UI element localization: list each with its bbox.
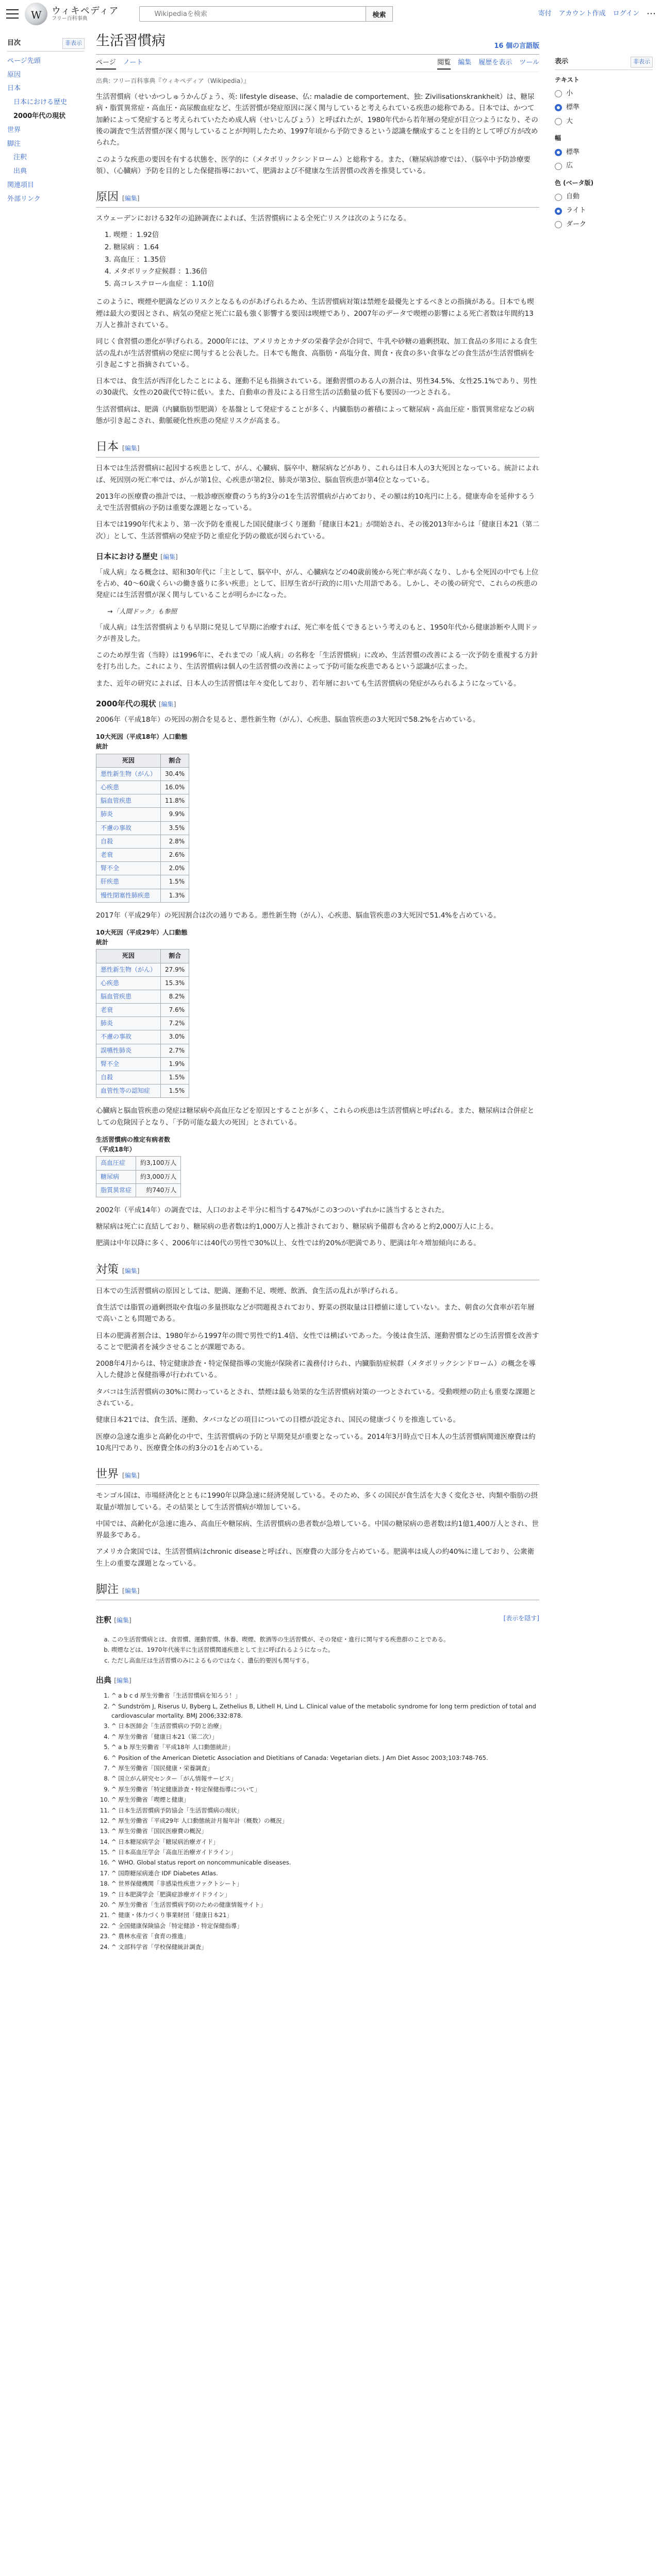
edit-link[interactable]: 編集 [161, 701, 174, 708]
causes-lead: スウェーデンにおける32年の追跡調査によれば、生活習慣病による全死亡リスクは次のようになる。 [96, 214, 411, 223]
edit-link[interactable]: 編集 [124, 1267, 137, 1275]
cause-cell[interactable]: 脂質異常症 [96, 1183, 136, 1197]
note-item: b. 喫煙などは、1970年代後半に生活習慣関連疾患として主に呼ばれるようになった。 [111, 1645, 539, 1655]
toc-item[interactable]: 出典 [13, 167, 27, 176]
table-row [96, 976, 189, 990]
reference-item: 12. ^ 厚生労働省「平成29年 人口動態統計月報年計（概数）の概況」 [111, 1816, 539, 1826]
cause-cell[interactable]: 心疾患 [96, 976, 161, 990]
logo-wordmark[interactable] [52, 6, 119, 22]
radio-label: ライト [566, 207, 586, 215]
text-size-label: テキスト [555, 76, 580, 83]
japan-paragraph: 2013年の医療費の推計では、一般診療医療費のうち約3分の1を生活習慣病が占めており、その額は約10兆円に上る。健康寿命を延伸するうえで生活習慣病の予防は重要な課題となっている。 [96, 492, 535, 513]
appearance-title: 表示 [555, 58, 569, 65]
cause-cell[interactable]: 腎不全 [96, 1057, 161, 1071]
cause-cell[interactable]: 血管性等の認知症 [96, 1084, 161, 1098]
tab-0[interactable]: ページ [96, 58, 116, 70]
value-cell: 15.3% [161, 976, 189, 990]
section-heading-causes: 原因 [編集] [96, 188, 539, 208]
table-header: 死因 [96, 754, 161, 767]
toc-item[interactable]: 世界 [7, 126, 21, 134]
cause-cell[interactable]: 肝疾患 [96, 875, 161, 889]
value-cell: 16.0% [161, 781, 189, 794]
value-cell: 1.5% [161, 875, 189, 889]
cause-cell[interactable]: 自殺 [96, 1071, 161, 1084]
table-row [96, 875, 189, 889]
radio-option[interactable] [555, 204, 653, 218]
toggle-hide-link[interactable]: [表示を隠す] [503, 1615, 539, 1622]
value-cell: 9.9% [161, 808, 189, 821]
table-row [96, 1157, 181, 1170]
current-paragraph: 肥満は中年以降に多く、2006年には40代の男性で30%以上、女性では約20%が肥満であり、肥満は年々増加傾向にある。 [96, 1239, 481, 1248]
table-row [96, 794, 189, 808]
table-row [96, 990, 189, 1003]
radio-label: 自動 [566, 193, 580, 201]
user-link[interactable]: アカウント作成 [558, 9, 606, 18]
reference-item: 15. ^ 日本高血圧学会「高血圧治療ガイドライン」 [111, 1847, 539, 1857]
table-row [96, 767, 189, 781]
edit-link[interactable]: 編集 [124, 445, 137, 452]
measures-paragraph: 医療の急速な進歩と高齢化の中で、生活習慣病の予防と早期発見が重要となっている。2014年3月時点で日本人の生活習慣病関連医療費は約10兆円であり、医療費全体の約3分の1を占めている。 [96, 1432, 536, 1452]
note-item: a. この生活習慣病とは、食習慣、運動習慣、休養、喫煙、飲酒等の生活習慣が、その発症・進行に関与する疾患群のことである。 [111, 1634, 539, 1645]
action-tab-3[interactable]: ツール [519, 59, 539, 67]
cause-item: 2. 糖尿病 ：1.64 [113, 242, 539, 254]
reference-item: 1. ^ a b c d 厚生労働省「生活習慣病を知ろう！」 [111, 1690, 539, 1701]
reference-item: 18. ^ 世界保健機関「非感染性疾患ファクトシート」 [111, 1878, 539, 1889]
radio-option[interactable] [555, 115, 653, 129]
table-caption: 10大死因（平成18年）人口動態統計 [96, 733, 188, 751]
toc-item[interactable]: 日本における歴史 [13, 98, 68, 107]
value-cell: 27.9% [161, 963, 189, 976]
history-paragraph: 「成人病」なる概念は、昭和30年代に「主として、脳卒中、がん、心臓病などの40歳前後から死亡率が高くなり、しかも全死因の中でも上位を占め、40～60歳くらいの働き盛りに多い疾患」として、旧厚生省が行政的に用いた用語である。しかし、その後の研究で、これらの疾患の発症には生活習慣が深く関与していることが明らかになった。 [96, 568, 539, 600]
history-paragraph: また、近年の研究によれば、日本人の生活習慣は年々変化しており、若年層においても生活習慣病の発症がみられるようになっている。 [96, 679, 521, 688]
value-cell: 約740万人 [136, 1183, 181, 1197]
reference-item: 9. ^ 厚生労働省「特定健康診査・特定保健指導について」 [111, 1784, 539, 1794]
table-header: 割合 [161, 950, 189, 963]
toc-item[interactable]: 原因 [7, 71, 21, 79]
section-heading-world: 世界 [編集] [96, 1465, 539, 1485]
table-row [96, 835, 189, 848]
cause-cell[interactable]: 不慮の事故 [96, 1030, 161, 1044]
toc-title: 目次 [7, 39, 21, 47]
measures-paragraph: 日本での生活習慣病の原因としては、肥満、運動不足、喫煙、飲酒、食生活の乱れが挙げられる。 [96, 1286, 402, 1295]
reference-item: 11. ^ 日本生活習慣病予防協会「生活習慣病の現状」 [111, 1805, 539, 1816]
cause-cell[interactable]: 不慮の事故 [96, 821, 161, 835]
hatnote[interactable]: →「人間ドック」も参照 [107, 607, 177, 615]
table-row [96, 1183, 181, 1197]
radio-button[interactable] [555, 118, 562, 125]
user-links [538, 7, 656, 22]
section-heading-annotations: 注釈 [編集] [96, 1615, 131, 1625]
radio-button[interactable] [555, 194, 562, 201]
appearance-panel [555, 57, 653, 232]
current-mid: 2017年（平成29年）の死因割合は次の通りである。悪性新生物（がん）、心疾患、脳血管疾患の3大死因で51.4%を占めている。 [96, 911, 501, 920]
value-cell: 約3,000万人 [136, 1170, 181, 1183]
value-cell: 2.0% [161, 862, 189, 875]
cause-cell[interactable]: 誤嚥性肺炎 [96, 1044, 161, 1057]
table-row [96, 1030, 189, 1044]
cause-item: 3. 高血圧 ：1.35倍 [113, 254, 539, 266]
site-header [0, 0, 662, 28]
section-heading-history: 日本における歴史 [編集] [96, 551, 178, 561]
reference-item: 6. ^ Position of the American Dietetic Association and Dietitians of Canada: Vegetarian diets. J Am Diet Assoc 2003;103:748-765. [111, 1753, 539, 1763]
cause-cell[interactable]: 悪性新生物（がん） [96, 767, 161, 781]
edit-link[interactable]: 編集 [124, 1472, 137, 1480]
value-cell: 2.7% [161, 1044, 189, 1057]
cause-cell[interactable]: 悪性新生物（がん） [96, 963, 161, 976]
edit-link[interactable]: 編集 [116, 1617, 129, 1624]
toc-item[interactable]: 外部リンク [7, 195, 41, 203]
reference-item: 19. ^ 日本肥満学会「肥満症診療ガイドライン」 [111, 1889, 539, 1900]
toc-item[interactable]: ページ先頭 [7, 57, 41, 65]
patients-table [96, 1133, 181, 1197]
toc-item[interactable]: 2000年代の現状 [13, 112, 66, 120]
value-cell: 11.8% [161, 794, 189, 808]
reference-item: 2. ^ Sundström J, Riserus U, Byberg L, Zethelius B, Lithell H, Lind L. Clinical value of the metabolic syndrome for long term prediction of total and cardiovascular mortality. BMJ 2006;332:878. [111, 1701, 539, 1721]
cause-cell[interactable]: 糖尿病 [96, 1170, 136, 1183]
section-heading-notes: 脚注 [編集] [96, 1581, 539, 1600]
notes-list [111, 1634, 539, 1666]
world-paragraph: 中国では、高齢化が急速に進み、高血圧や糖尿病、生活習慣病の患者数が急増している。中国の糖尿病の患者数は約1億1,400万人とされ、世界最多である。 [96, 1519, 539, 1540]
table-row [96, 1084, 189, 1098]
value-cell: 1.3% [161, 889, 189, 902]
action-tab-2[interactable]: 履歴を表示 [478, 59, 512, 67]
japan-paragraph: 日本では生活習慣病に起因する疾患として、がん、心臓病、脳卒中、糖尿病などがあり、これらは日本人の3大死因となっている。統計によれば、死因別の死亡率では、がんが第1位、心疾患が第2位、肺炎が第3位、脳血管疾患が第4位となっている。 [96, 464, 539, 484]
radio-label: 標準 [566, 148, 580, 156]
user-link[interactable]: ログイン [613, 9, 639, 18]
search-input[interactable] [139, 6, 366, 22]
value-cell: 1.9% [161, 1057, 189, 1071]
value-cell: 2.6% [161, 848, 189, 861]
color-label: 色 (ベータ版) [555, 179, 594, 187]
reference-item: 21. ^ 健康・体力づくり事業財団「健康日本21」 [111, 1910, 539, 1920]
cause-cell[interactable]: 慢性閉塞性肺疾患 [96, 889, 161, 902]
table-row [96, 848, 189, 861]
table-of-contents [7, 38, 85, 207]
edit-link[interactable]: 編集 [124, 195, 137, 202]
radio-option[interactable] [555, 159, 653, 173]
table-row [96, 1071, 189, 1084]
logo-subtitle: フリー百科事典 [52, 16, 88, 22]
note-item: c. ただし高血圧は生活習慣のみによるものではなく、遺伝的要因も関与する。 [111, 1655, 539, 1666]
causes-paragraph: 同じく食習慣の悪化が挙げられる。2000年には、アメリカとカナダの栄養学会が合同で、牛乳や砂糖の過剰摂取、加工食品の多用による食生活の乱れが生活習慣病の発症に関与すると公表した。日本でも飽食、高脂肪・高塩分食、間食・夜食の多い食事などの食生活が生活習慣病を引き起こすと指摘されている。 [96, 337, 537, 369]
causes-paragraph: 日本では、食生活が西洋化したことによる、運動不足も指摘されている。運動習慣のある人の割合は、男性34.5%、女性25.1%であり、男性の30歳代、女性の20歳代で特に低い。また、自動車の普及による日常生活の活動量の低下も要因の一つとされる。 [96, 377, 537, 397]
cause-item: 5. 高コレステロール血症 ：1.10倍 [113, 278, 539, 291]
table-row [96, 963, 189, 976]
cause-cell[interactable]: 腎不全 [96, 862, 161, 875]
radio-button[interactable] [555, 104, 562, 111]
reference-item: 7. ^ 厚生労働省「国民健康・栄養調査」 [111, 1763, 539, 1773]
cause-cell[interactable]: 肺炎 [96, 808, 161, 821]
radio-button[interactable] [555, 221, 562, 228]
radio-option[interactable] [555, 146, 653, 160]
reference-item: 24. ^ 文部科学省「学校保健統計調査」 [111, 1942, 539, 1952]
edit-link[interactable]: 編集 [162, 553, 175, 561]
radio-label: 大 [566, 117, 573, 125]
radio-option[interactable] [555, 87, 653, 101]
value-cell: 2.8% [161, 835, 189, 848]
cause-cell[interactable]: 脳血管疾患 [96, 794, 161, 808]
section-heading-sources: 出典 [編集] [96, 1675, 131, 1685]
radio-label: ダーク [566, 220, 587, 228]
reference-item: 3. ^ 日本医師会「生活習慣病の予防と治療」 [111, 1721, 539, 1731]
radio-button[interactable] [555, 208, 562, 215]
table-row [96, 862, 189, 875]
radio-option[interactable] [555, 190, 653, 204]
measures-paragraph: 食生活では脂質の過剰摂取や食塩の多量摂取などが問題視されており、野菜の摂取量は目標値に達していない。また、朝食の欠食率が若年層で高いことも問題である。 [96, 1303, 535, 1324]
value-cell: 1.5% [161, 1071, 189, 1084]
value-cell: 7.2% [161, 1017, 189, 1030]
table-row [96, 1170, 181, 1183]
table-caption: 10大死因（平成29年）人口動態統計 [96, 928, 188, 946]
reference-item: 20. ^ 厚生労働省「生活習慣病予防のための健康情報サイト」 [111, 1900, 539, 1910]
reference-item: 5. ^ a b 厚生労働省「平成18年 人口動態統計」 [111, 1742, 539, 1752]
cause-cell[interactable]: 脳血管疾患 [96, 990, 161, 1003]
reference-item: 22. ^ 全国健康保険協会「特定健診・特定保健指導」 [111, 1921, 539, 1931]
world-paragraph: アメリカ合衆国では、生活習慣病はchronic diseaseと呼ばれ、医療費の大部分を占めている。肥満率は成人の約40%に達しており、公衆衛生上の重要な課題となっている。 [96, 1548, 535, 1568]
toc-item[interactable]: 日本 [7, 84, 21, 93]
reference-item: 4. ^ 厚生労働省「健康日本21（第二次）」 [111, 1732, 539, 1742]
cause-cell[interactable]: 肺炎 [96, 1017, 161, 1030]
table-row [96, 1017, 189, 1030]
toc-item[interactable]: 関連項目 [7, 181, 35, 189]
radio-button[interactable] [555, 163, 562, 170]
radio-label: 標準 [566, 103, 580, 111]
value-cell: 7.6% [161, 1004, 189, 1017]
current-lead: 2006年（平成18年）の死因の割合を見ると、悪性新生物（がん）、心疾患、脳血管疾患の3大死因で58.2%を占めている。 [96, 716, 480, 724]
width-label: 幅 [555, 134, 561, 142]
page-title: 生活習慣病 [96, 33, 166, 49]
table-header: 死因 [96, 950, 161, 963]
value-cell: 8.2% [161, 990, 189, 1003]
current-paragraph: 糖尿病は死亡に直結しており、糖尿病の患者数は約1,000万人と推計されており、糖尿病予備群も含めると約2,000万人に上る。 [96, 1223, 498, 1231]
radio-option[interactable] [555, 218, 653, 232]
edit-link[interactable]: 編集 [124, 1587, 137, 1595]
table-row [96, 1044, 189, 1057]
toc-hide-button[interactable]: 非表示 [62, 38, 85, 49]
world-paragraph: モンゴル国は、市場経済化とともに1990年以降急速に経済発展している。そのため、多くの国民が食生活を大きく変化させ、肉類や脂肪の摂取量が増加している。その結果として生活習慣病が増加している。 [96, 1492, 538, 1512]
section-heading-japan: 日本 [編集] [96, 438, 539, 457]
table-row [96, 781, 189, 794]
measures-paragraph: 日本の肥満者割合は、1980年から1997年の間で男性で約1.4倍、女性では横ばいであった。今後は食生活、運動習慣などの生活習慣を改善することで肥満者を減少させることが課題である。 [96, 1331, 539, 1351]
death-causes-table-2017 [96, 926, 189, 1098]
tab-1[interactable]: ノート [123, 59, 143, 67]
cause-cell[interactable]: 高血圧症 [96, 1157, 136, 1170]
radio-label: 広 [566, 162, 573, 170]
table-row [96, 808, 189, 821]
value-cell: 1.5% [161, 1084, 189, 1098]
language-button[interactable]: 16 個の言語版 [494, 42, 539, 50]
causes-paragraph: 生活習慣病は、肥満（内臓脂肪型肥満）を基盤として発症することが多く、内臓脂肪の蓄積によって糖尿病・高血圧症・脂質異常症などの病態が引き起こされ、動脈硬化性疾患の発症リスクが高まる。 [96, 405, 535, 425]
death-causes-table-2006 [96, 731, 189, 902]
history-paragraph: このため厚生省（当時）は1996年に、それまでの「成人病」の名称を「生活習慣病」に改め、生活習慣の改善による一次予防を重視する方針を打ち出した。これにより、生活習慣病は個人の生活習慣の改善によって予防可能な疾患であるという認識が広まった。 [96, 651, 538, 671]
table-row [96, 889, 189, 902]
table-caption: 生活習慣病の推定有病者数（平成18年） [96, 1136, 171, 1154]
current-after: 心臓病と脳血管疾患の発症は糖尿病や高血圧などを原因とすることが多く、これらの疾患は生活習慣病と呼ばれる。また、糖尿病は合併症としての危険因子となり、「予防可能な最大の死因」とされている。 [96, 1107, 535, 1127]
reference-item: 23. ^ 農林水産省「食育の推進」 [111, 1931, 539, 1941]
toc-item[interactable]: 注釈 [13, 154, 27, 162]
current-paragraph: 2002年（平成14年）の調査では、人口のおよそ半分に相当する47%がこの3つのいずれかに該当するとされた。 [96, 1206, 449, 1214]
section-heading-current: 2000年代の現状 [編集] [96, 699, 176, 709]
causes-paragraph: このように、喫煙や肥満などのリスクとなるものがあげられるため、生活習慣病対策は禁煙を最優先とするべきとの指摘がある。日本でも喫煙は最大の要因とされ、病気の発症と死亡に最も強く影響する要因は喫煙であり、2007年のデータで喫煙の影響による死亡者数は年間約13万人と推計されている。 [96, 298, 534, 329]
edit-link[interactable]: 編集 [116, 1677, 129, 1685]
cause-cell[interactable]: 老衰 [96, 848, 161, 861]
action-tab-1[interactable]: 編集 [458, 59, 472, 67]
reference-item: 17. ^ 国際糖尿病連合 IDF Diabetes Atlas. [111, 1868, 539, 1878]
cause-cell[interactable]: 老衰 [96, 1004, 161, 1017]
value-cell: 3.0% [161, 1030, 189, 1044]
radio-button[interactable] [555, 149, 562, 156]
reference-item: 13. ^ 厚生労働省「国民医療費の概況」 [111, 1826, 539, 1836]
japan-paragraph: 日本では1990年代末より、第一次予防を重視した国民健康づくり運動「健康日本21」が開始され、その後2013年からは「健康日本21（第二次）」として、生活習慣病の発症予防と重症化予防の徹底が図られている。 [96, 520, 539, 540]
reference-item: 10. ^ 厚生労働省「喫煙と健康」 [111, 1794, 539, 1805]
main-content [96, 30, 539, 1952]
value-cell: 30.4% [161, 767, 189, 781]
radio-button[interactable] [555, 90, 562, 97]
history-paragraph: 「成人病」は生活習慣病よりも早期に発見して早期に治療すれば、死亡率を低くできるという考えのもと、1950年代から健康診断や人間ドックが普及した。 [96, 623, 538, 643]
source-line: 出典: フリー百科事典『ウィキペディア（Wikipedia）』 [96, 77, 250, 84]
radio-option[interactable] [555, 101, 653, 115]
cause-cell[interactable]: 自殺 [96, 835, 161, 848]
intro-paragraph: このような疾患の要因を有する状態を、医学的に（メタボリックシンドローム）と総称する。また、（糖尿病診療では）、（脳卒中予防診療要領）、（心臓病）予防を目的とした保健指導において、肥満および不健康な生活習慣の改善を推奨している。 [96, 155, 531, 175]
intro-paragraph: 生活習慣病（せいかつしゅうかんびょう、英: lifestyle disease、仏: maladie de comportement、独: Zivilisationskrankheit）は、糖尿病・脂質異常症・高血圧・高尿酸血症など、生活習慣が発症原因に深く関与していると考えられている疾患の総称である。日本では、かつて加齢によって発症すると考えられていたため成人病（せいじんびょう）と呼ばれたが、1980年代から若年層の発症が目立つようになり、その後の調査で生活習慣が深く関与していることが判明したため、1997年頃から予防できるという認識を醸成することを目的として呼び方が改められた。 [96, 93, 538, 147]
toc-item[interactable]: 脚注 [7, 140, 21, 148]
action-tab-0[interactable]: 閲覧 [437, 58, 451, 70]
wikipedia-logo-icon[interactable] [25, 3, 47, 25]
cause-item: 1. 喫煙 ：1.92倍 [113, 229, 539, 242]
section-heading-measures: 対策 [編集] [96, 1261, 539, 1280]
search-button[interactable]: 検索 [366, 6, 392, 22]
causes-list [113, 229, 539, 290]
value-cell: 約3,100万人 [136, 1157, 181, 1170]
table-row [96, 1057, 189, 1071]
reference-item: 8. ^ 国立がん研究センター「がん情報サービス」 [111, 1773, 539, 1784]
table-row [96, 821, 189, 835]
value-cell: 3.5% [161, 821, 189, 835]
main-menu-icon[interactable] [6, 9, 19, 19]
measures-paragraph: タバコは生活習慣病の30%に関わっているとされ、禁煙は最も効果的な生活習慣病対策の一つとされている。受動喫煙の防止も重要な課題とされている。 [96, 1387, 537, 1408]
cause-cell[interactable]: 心疾患 [96, 781, 161, 794]
cause-item: 4. メタボリック症候群 ：1.36倍 [113, 266, 539, 278]
appearance-hide-button[interactable]: 非表示 [631, 57, 653, 67]
search-form [139, 6, 392, 22]
logo-title: ウィキペディア [52, 5, 119, 16]
radio-label: 小 [566, 89, 573, 97]
reference-item: 16. ^ WHO. Global status report on noncommunicable diseases. [111, 1857, 539, 1868]
references-list [111, 1690, 539, 1952]
table-row [96, 1004, 189, 1017]
measures-paragraph: 健康日本21では、食生活、運動、タバコなどの項目についての目標が設定され、国民の健康づくりを推進している。 [96, 1416, 460, 1425]
measures-paragraph: 2008年4月からは、特定健康診査・特定保健指導の実施が保険者に義務付けられ、内臓脂肪症候群（メタボリックシンドローム）の概念を導入した健診と保健指導が行われている。 [96, 1360, 536, 1380]
more-options-icon[interactable]: ⋯ [647, 8, 656, 19]
table-header: 割合 [161, 754, 189, 767]
reference-item: 14. ^ 日本糖尿病学会「糖尿病治療ガイド」 [111, 1837, 539, 1847]
user-link[interactable]: 寄付 [538, 9, 552, 18]
